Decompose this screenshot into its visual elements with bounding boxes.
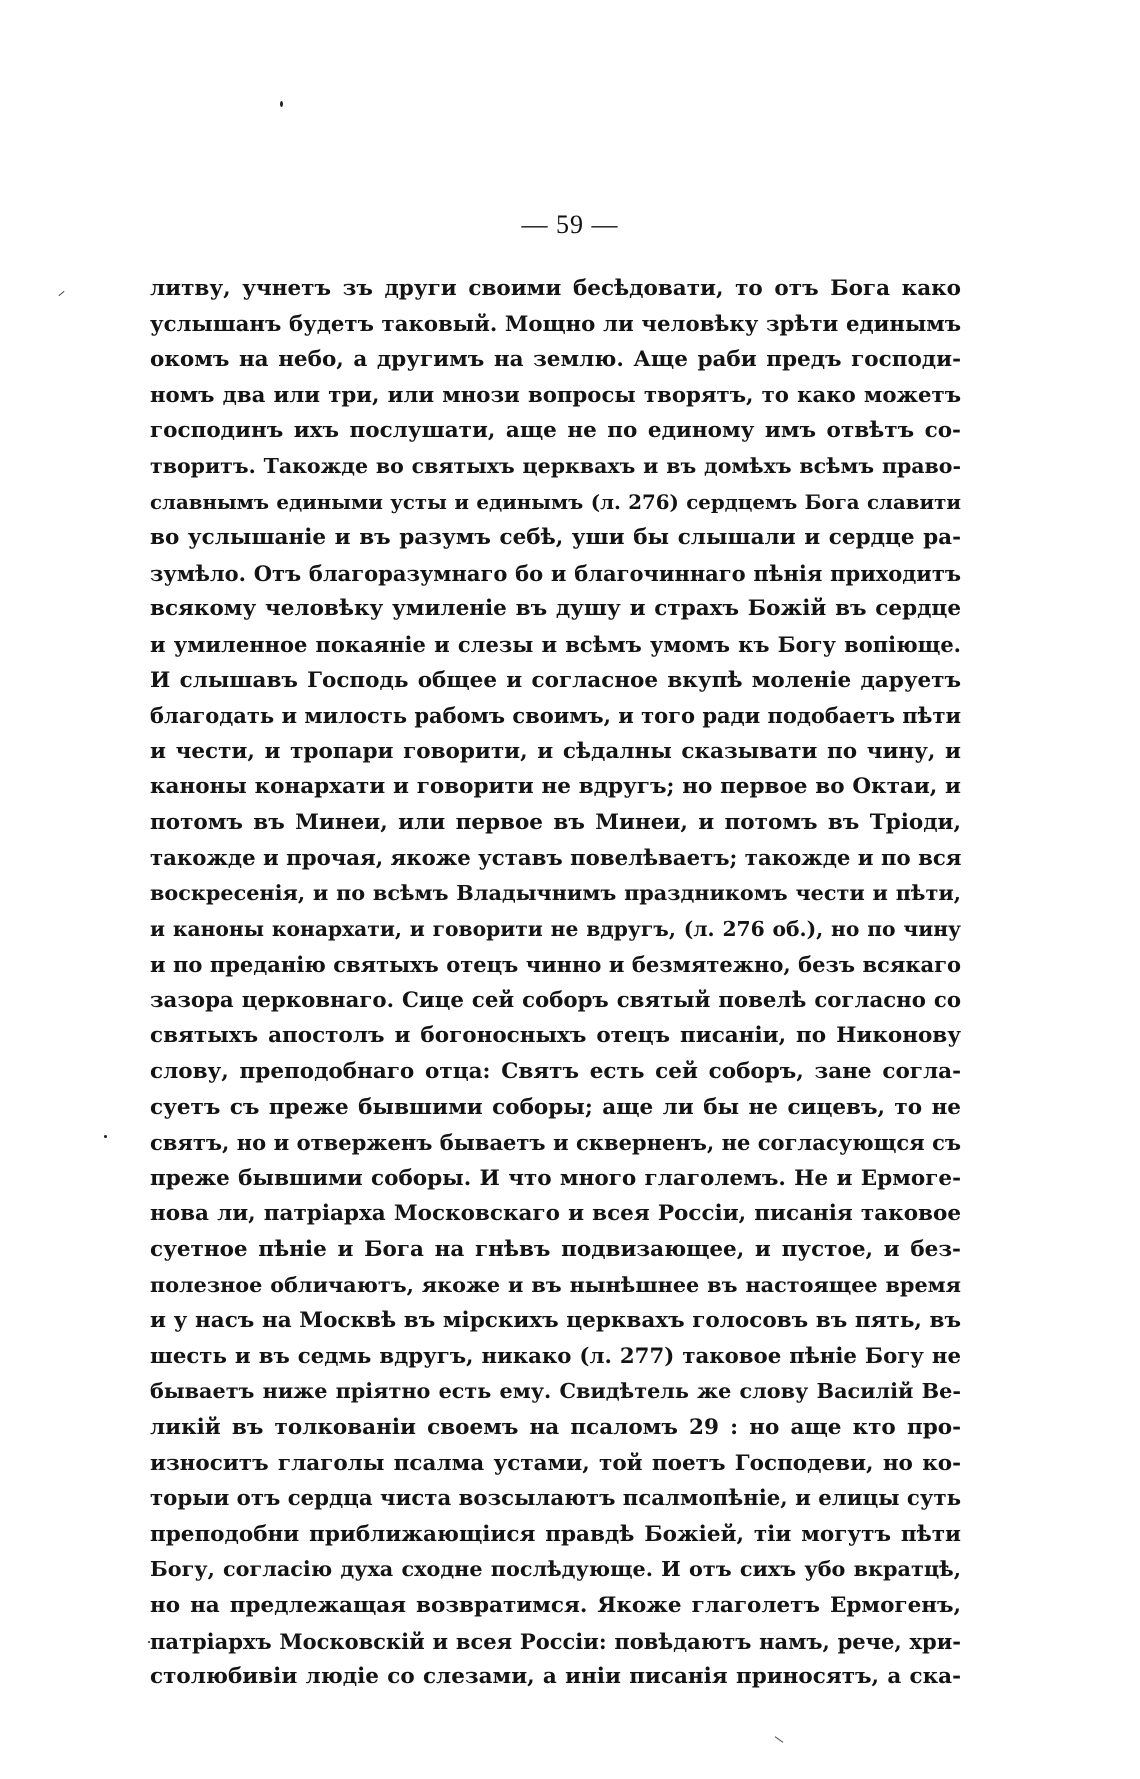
text-line: преподобни приближающіися правдѣ Божіей, тіи могутъ пѣти (150, 1521, 961, 1547)
text-line: каноны конархати и говорити не вдругъ; но первое во Октаи, и (150, 774, 961, 800)
body-text (150, 271, 961, 1695)
text-line: всякому человѣку умиленіе въ душу и страхъ Божій въ сердце (150, 596, 961, 622)
text-line: такожде и прочая, якоже уставъ повелѣваетъ; такожде и по вся (150, 845, 962, 871)
text-line: шесть и въ седмь вдругъ, никако (л. 277) таковое пѣніе Богу не (150, 1343, 961, 1369)
text-line: суетное пѣніе и Бога на гнѣвъ подвизающее, и пустое, и без- (150, 1237, 961, 1263)
text-line: святыхъ апостолъ и богоносныхъ отецъ писаніи, по Никонову (150, 1023, 961, 1049)
text-line: творитъ. Такожде во святыхъ церквахъ и въ домѣхъ всѣмъ право- (150, 453, 961, 478)
text-line: и у насъ на Москвѣ въ мірскихъ церквахъ голосовъ въ пять, въ (150, 1308, 961, 1334)
text-line: воскресенія, и по всѣмъ Владычнимъ праздникомъ чести и пѣти, (150, 881, 961, 906)
text-line: услышанъ будетъ таковый. Мощно ли человѣку зрѣти единымъ (150, 311, 961, 337)
text-line: Богу, согласію духа сходне послѣдующе. И отъ сихъ убо вкратцѣ, (150, 1557, 961, 1582)
text-line: святъ, но и отверженъ бываетъ и скверненъ, не согласующся съ (150, 1130, 961, 1156)
text-line: и по преданію святыхъ отецъ чинно и безмятежно, безъ всякаго (150, 952, 961, 978)
text-line: полезное обличаютъ, якоже и въ нынѣшнее въ настоящее время (150, 1272, 961, 1297)
text-line: слову, преподобнаго отца: Святъ есть сей соборъ, зане согла- (150, 1059, 961, 1085)
text-line: износитъ глаголы псалма устами, той поетъ Господеви, но ко- (150, 1450, 961, 1476)
ink-speck (280, 101, 283, 107)
text-line: и каноны конархати, и говорити не вдругъ, (л. 276 об.), но по чину (150, 916, 961, 941)
text-line: бываетъ ниже пріятно есть ему. Свидѣтель же слову Василій Ве- (150, 1379, 961, 1404)
ink-speck (104, 1135, 107, 1138)
text-line: нова ли, патріарха Московскаго и всея Россіи, писанія таковое (150, 1201, 961, 1227)
margin-mark (58, 291, 64, 296)
text-line: потомъ въ Минеи, или первое въ Минеи, и потомъ въ Тріоди, (150, 809, 961, 835)
text-line: столюбивіи людіе со слезами, а иніи писанія приносятъ, а ска- (150, 1664, 961, 1690)
text-line: зумѣло. Отъ благоразумнаго бо и благочиннаго пѣнія приходитъ (150, 560, 961, 586)
text-line: литву, учнетъ зъ други своими бесѣдовати, то отъ Бога како (150, 276, 961, 301)
text-line: И слышавъ Господь общее и согласное вкупѣ моленіе даруетъ (150, 667, 961, 693)
text-line: окомъ на небо, а другимъ на землю. Аще раби предъ господи- (150, 347, 961, 373)
text-line: и умиленное покаяніе и слезы и всѣмъ умомъ къ Богу вопіюще. (150, 631, 961, 657)
text-line: во услышаніе и въ разумъ себѣ, уши бы слышали и сердце ра- (150, 525, 961, 551)
text-line: славнымъ едиными усты и единымъ (л. 276) сердцемъ Бога славити (150, 489, 961, 514)
text-line: господинъ ихъ послушати, аще не по единому имъ отвѣтъ со- (150, 418, 961, 444)
page-number: — 59 — (521, 210, 619, 239)
text-line: номъ два или три, или мнози вопросы творятъ, то како можетъ (150, 382, 961, 408)
text-line: суетъ съ преже бывшими соборы; аще ли бы не сицевъ, то не (150, 1094, 961, 1120)
text-line: ликій въ толкованіи своемъ на псаломъ 29 : но аще кто про- (150, 1415, 961, 1440)
text-line: благодать и милость рабомъ своимъ, и того ради подобаетъ пѣти (150, 703, 962, 729)
text-line: зазора церковнаго. Сице сей соборъ святый повелѣ согласно со (150, 987, 961, 1013)
text-line: но на предлежащая возвратимся. Якоже глаголетъ Ермогенъ, (150, 1592, 961, 1618)
margin-mark (775, 1736, 784, 1743)
text-line: и чести, и тропари говорити, и сѣдалны сказывати по чину, и (150, 738, 961, 764)
text-line: преже бывшими соборы. И что много глаголемъ. Не и Ермоге- (150, 1165, 961, 1191)
text-line: торыи отъ сердца чиста возсылаютъ псалмопѣніе, и елицы суть (150, 1486, 962, 1512)
text-line: патріархъ Московскій и всея Россіи: повѣдаютъ намъ, рече, хри- (150, 1628, 961, 1654)
